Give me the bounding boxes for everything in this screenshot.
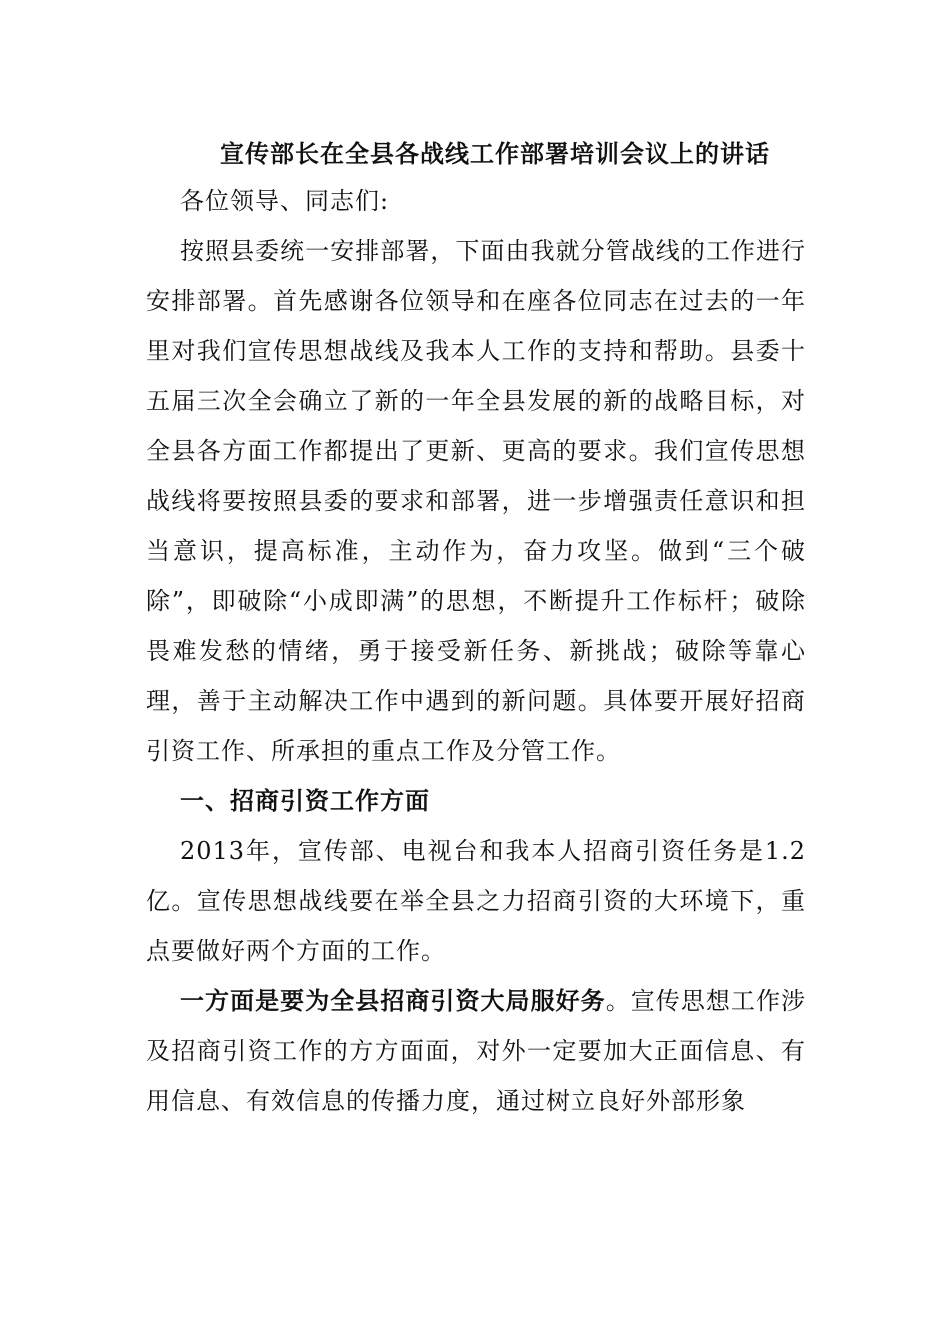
- document-title: 宣传部长在全县各战线工作部署培训会议上的讲话: [220, 139, 770, 168]
- paragraph-continuation: 。宣传思想工作涉及招商引资工作的方方面面，对外一定要加大正面信息、有用信息、有效信息的传播力度，通过树立良好外部形象: [146, 987, 807, 1115]
- paragraph-service-aspect: [146, 976, 806, 1126]
- salutation: 各位领导、同志们:: [180, 187, 390, 215]
- paragraph-lead-bold: 一方面是要为全县招商引资大局服好务: [180, 986, 606, 1015]
- section-heading-investment: 一、招商引资工作方面: [180, 786, 430, 815]
- paragraph-intro: 按照县委统一安排部署，下面由我就分管战线的工作进行安排部署。首先感谢各位领导和在座各位同志在过去的一年里对我们宣传思想战线及我本人工作的支持和帮助。县委十五届三次全会确立了新的一年全县发展的新的战略目标，对全县各方面工作都提出了更新、更高的要求。我们宣传思想战线将要按照县委的要求和部署，进一步增强责任意识和担当意识，提高标准，主动作为，奋力攻坚。做到“三个破除”，即破除“小成即满”的思想，不断提升工作标杆；破除畏难发愁的情绪，勇于接受新任务、新挑战；破除等靠心理，善于主动解决工作中遇到的新问题。具体要开展好招商引资工作、所承担的重点工作及分管工作。: [146, 237, 806, 765]
- document-body: [146, 176, 806, 1126]
- paragraph-investment-task: 2013年，宣传部、电视台和我本人招商引资任务是1.2亿。宣传思想战线要在举全县之力招商引资的大环境下，重点要做好两个方面的工作。: [146, 837, 806, 965]
